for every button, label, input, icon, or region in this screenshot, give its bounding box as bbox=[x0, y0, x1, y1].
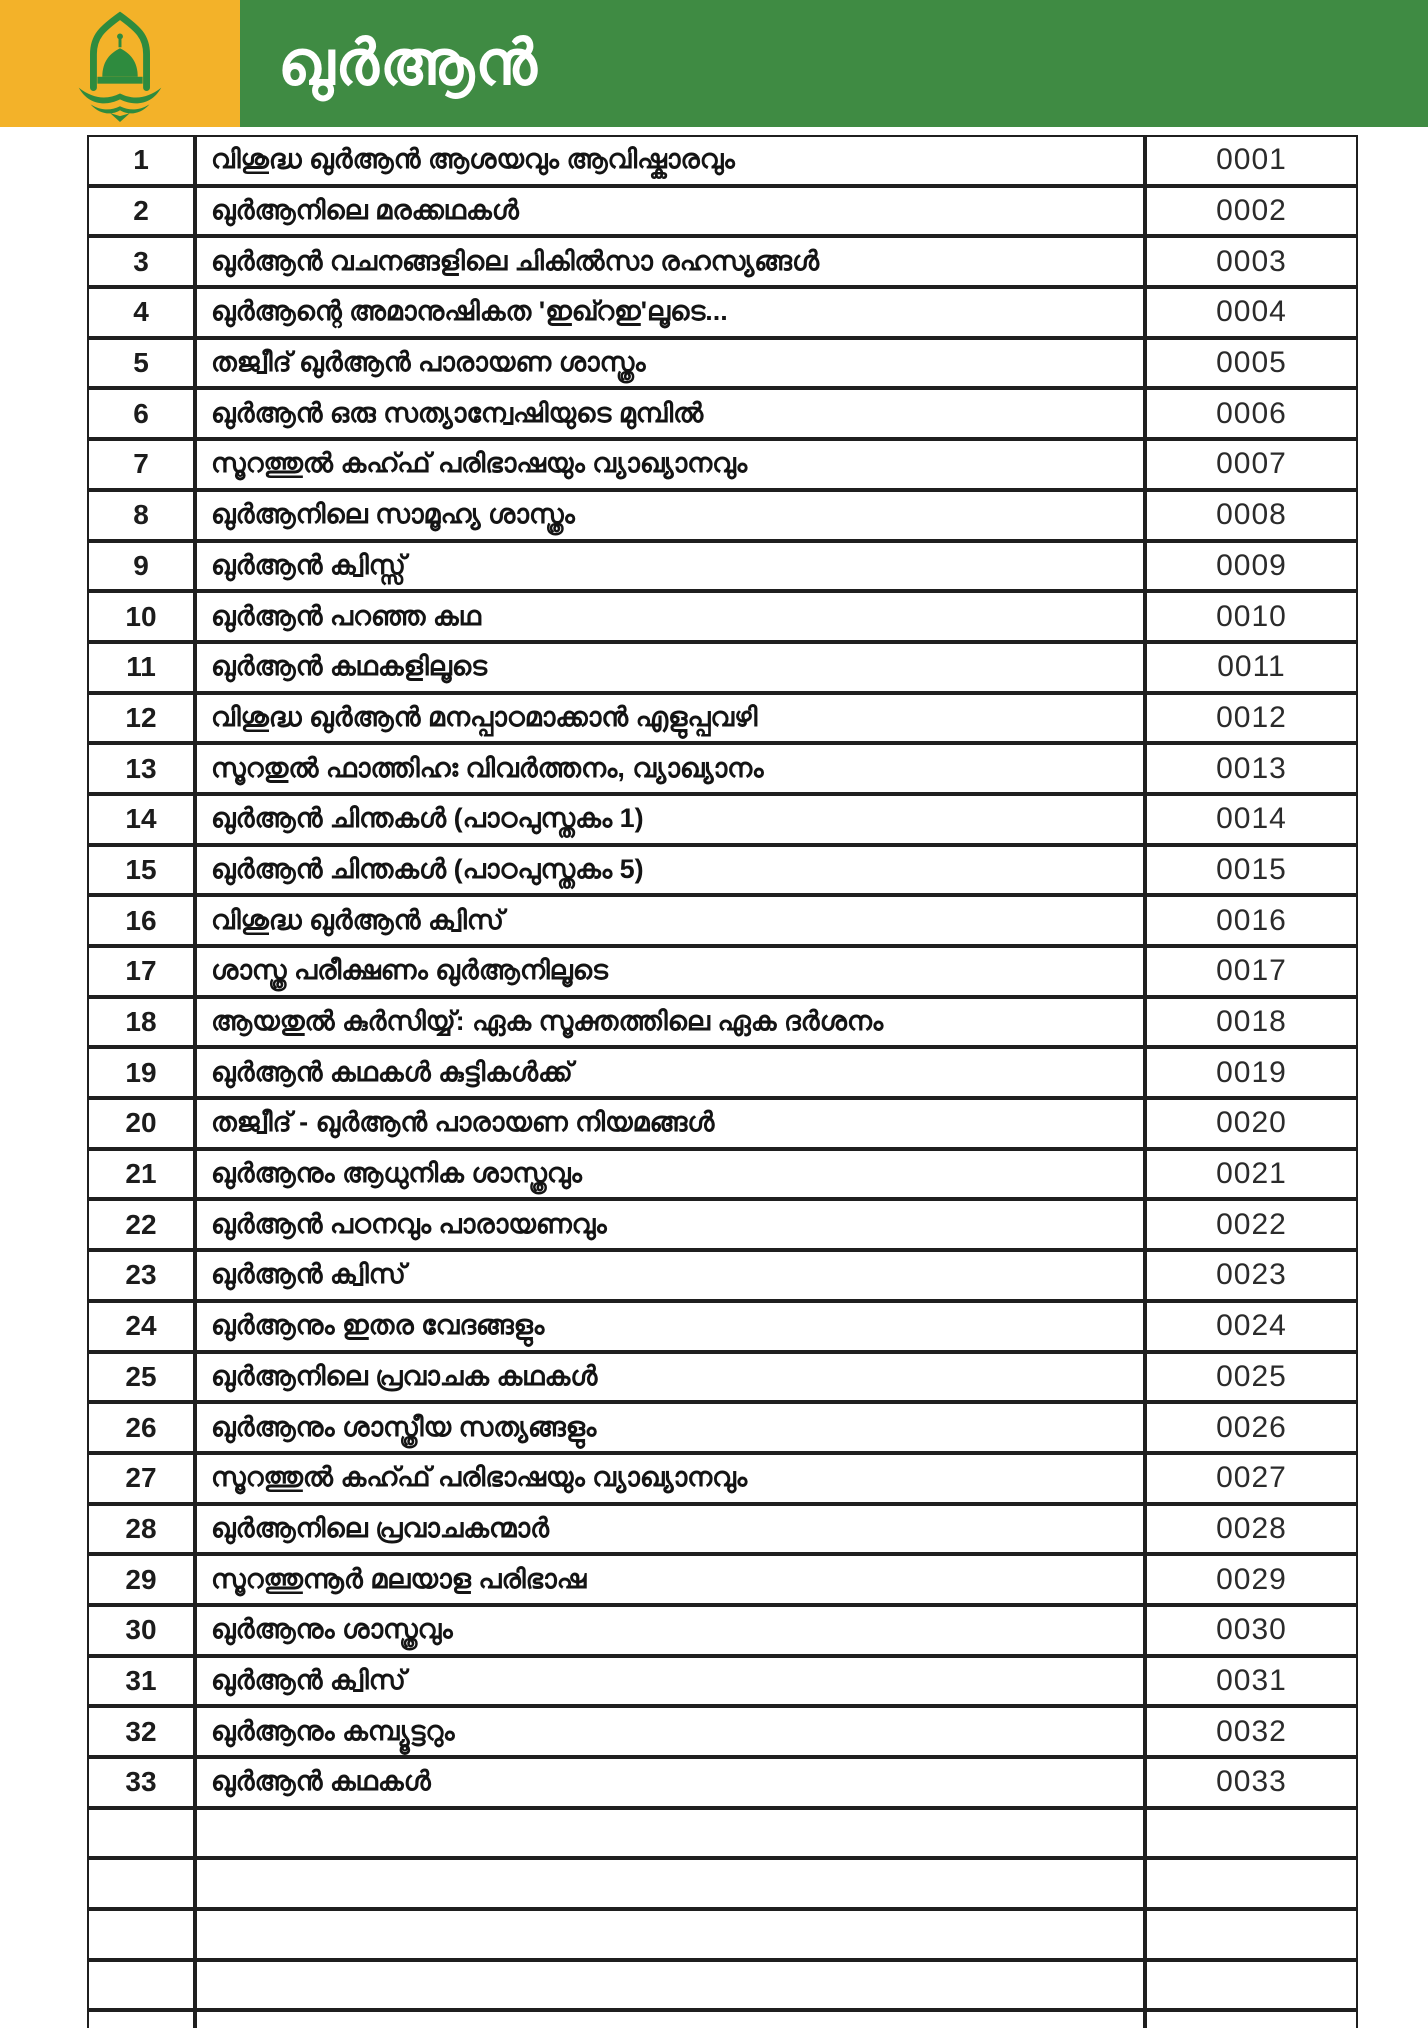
table-row bbox=[87, 186, 1358, 237]
row-code: 0004 bbox=[1145, 287, 1358, 338]
row-code: 0030 bbox=[1145, 1605, 1358, 1656]
row-title: സൂറത്തുൽ കഹ്ഫ് പരിഭാഷയും വ്യാഖ്യാനവും bbox=[195, 439, 1145, 490]
header-banner bbox=[0, 0, 1428, 127]
table-row bbox=[87, 1706, 1358, 1757]
table-row bbox=[87, 388, 1358, 439]
row-number: 6 bbox=[87, 388, 195, 439]
row-title: വിശുദ്ധ ഖുർആൻ ക്വിസ് bbox=[195, 895, 1145, 946]
table-row-empty bbox=[87, 1858, 1358, 1909]
table-row bbox=[87, 1554, 1358, 1605]
row-code: 0023 bbox=[1145, 1250, 1358, 1301]
table-row bbox=[87, 1250, 1358, 1301]
quran-books-index-table bbox=[87, 135, 1358, 2028]
table-row bbox=[87, 1301, 1358, 1352]
table-row bbox=[87, 946, 1358, 997]
row-title: ഖുർആൻ കഥകളിലൂടെ bbox=[195, 642, 1145, 693]
row-code: 0032 bbox=[1145, 1706, 1358, 1757]
row-title bbox=[195, 1909, 1145, 1960]
row-code: 0027 bbox=[1145, 1453, 1358, 1504]
row-number: 14 bbox=[87, 794, 195, 845]
row-code: 0016 bbox=[1145, 895, 1358, 946]
row-number bbox=[87, 1808, 195, 1859]
row-number: 29 bbox=[87, 1554, 195, 1605]
row-code: 0033 bbox=[1145, 1757, 1358, 1808]
row-code: 0009 bbox=[1145, 541, 1358, 592]
row-title: ഖുർആന്റെ അമാനുഷികത 'ഇഖ്റഇ'ലൂടെ... bbox=[195, 287, 1145, 338]
table-row bbox=[87, 1047, 1358, 1098]
row-title: ഖുർആൻ കഥകൾ bbox=[195, 1757, 1145, 1808]
table-row bbox=[87, 1453, 1358, 1504]
row-title: ഖുർആനിലെ സാമൂഹ്യ ശാസ്ത്രം bbox=[195, 490, 1145, 541]
table-row-empty bbox=[87, 1909, 1358, 1960]
row-number: 18 bbox=[87, 997, 195, 1048]
row-code bbox=[1145, 1909, 1358, 1960]
table-row bbox=[87, 1757, 1358, 1808]
row-number: 16 bbox=[87, 895, 195, 946]
row-code bbox=[1145, 1960, 1358, 2011]
row-number: 11 bbox=[87, 642, 195, 693]
row-title: ശാസ്ത്ര പരീക്ഷണം ഖുർആനിലൂടെ bbox=[195, 946, 1145, 997]
row-title bbox=[195, 1808, 1145, 1859]
row-title: സൂറത്തുന്നൂർ മലയാള പരിഭാഷ bbox=[195, 1554, 1145, 1605]
row-code: 0017 bbox=[1145, 946, 1358, 997]
row-number: 21 bbox=[87, 1149, 195, 1200]
row-title: വിശുദ്ധ ഖുർആൻ ആശയവും ആവിഷ്കാരവും bbox=[195, 135, 1145, 186]
row-code: 0019 bbox=[1145, 1047, 1358, 1098]
row-code: 0024 bbox=[1145, 1301, 1358, 1352]
row-number: 8 bbox=[87, 490, 195, 541]
row-number: 32 bbox=[87, 1706, 195, 1757]
row-title bbox=[195, 1858, 1145, 1909]
row-title bbox=[195, 1960, 1145, 2011]
row-title: ഖുർആൻ വചനങ്ങളിലെ ചികിൽസാ രഹസ്യങ്ങൾ bbox=[195, 236, 1145, 287]
table-row bbox=[87, 236, 1358, 287]
row-code: 0029 bbox=[1145, 1554, 1358, 1605]
row-number: 27 bbox=[87, 1453, 195, 1504]
row-code: 0008 bbox=[1145, 490, 1358, 541]
row-title: ഖുർആനിലെ പ്രവാചകന്മാർ bbox=[195, 1504, 1145, 1555]
table-container bbox=[87, 135, 1428, 2028]
row-code: 0020 bbox=[1145, 1098, 1358, 1149]
row-code: 0005 bbox=[1145, 338, 1358, 389]
row-code: 0015 bbox=[1145, 845, 1358, 896]
row-number: 19 bbox=[87, 1047, 195, 1098]
table-row bbox=[87, 1352, 1358, 1403]
table-row bbox=[87, 693, 1358, 744]
row-title: ഖുർആൻ ക്വിസ് bbox=[195, 1250, 1145, 1301]
row-number: 30 bbox=[87, 1605, 195, 1656]
row-title: വിശുദ്ധ ഖുർആൻ മനപ്പാഠമാക്കാൻ എളുപ്പവഴി bbox=[195, 693, 1145, 744]
logo-box bbox=[0, 0, 240, 127]
table-row bbox=[87, 845, 1358, 896]
table-row bbox=[87, 1098, 1358, 1149]
table-row-empty bbox=[87, 1808, 1358, 1859]
row-title: ഖുർആൻ പഠനവും പാരായണവും bbox=[195, 1199, 1145, 1250]
row-code: 0013 bbox=[1145, 743, 1358, 794]
table-row bbox=[87, 490, 1358, 541]
table-row bbox=[87, 541, 1358, 592]
row-title: ഖുർആനും ശാസ്ത്രവും bbox=[195, 1605, 1145, 1656]
row-number: 1 bbox=[87, 135, 195, 186]
row-number: 2 bbox=[87, 186, 195, 237]
row-title: ഖുർആൻ ക്വിസ് bbox=[195, 1656, 1145, 1707]
row-number: 24 bbox=[87, 1301, 195, 1352]
table-row bbox=[87, 1656, 1358, 1707]
row-title: ഖുർആനിലെ പ്രവാചക കഥകൾ bbox=[195, 1352, 1145, 1403]
row-code: 0002 bbox=[1145, 186, 1358, 237]
row-number: 31 bbox=[87, 1656, 195, 1707]
row-title: സൂറത്തുൽ കഹ്ഫ് പരിഭാഷയും വ്യാഖ്യാനവും bbox=[195, 1453, 1145, 1504]
row-title: ഖുർആനും കമ്പ്യൂട്ടറും bbox=[195, 1706, 1145, 1757]
table-row bbox=[87, 895, 1358, 946]
row-title: ഖുർആനും ആധുനിക ശാസ്ത്രവും bbox=[195, 1149, 1145, 1200]
row-number bbox=[87, 1960, 195, 2011]
table-row-empty bbox=[87, 2010, 1358, 2028]
row-title: ഖുർആൻ കഥകൾ കുട്ടികൾക്ക് bbox=[195, 1047, 1145, 1098]
row-code: 0018 bbox=[1145, 997, 1358, 1048]
table-row bbox=[87, 1199, 1358, 1250]
row-number: 17 bbox=[87, 946, 195, 997]
row-number bbox=[87, 1909, 195, 1960]
row-number: 12 bbox=[87, 693, 195, 744]
row-code: 0031 bbox=[1145, 1656, 1358, 1707]
row-code: 0026 bbox=[1145, 1402, 1358, 1453]
row-code: 0028 bbox=[1145, 1504, 1358, 1555]
row-number: 26 bbox=[87, 1402, 195, 1453]
row-title: സൂറതുൽ ഫാത്തിഹഃ വിവർത്തനം, വ്യാഖ്യാനം bbox=[195, 743, 1145, 794]
row-code: 0010 bbox=[1145, 591, 1358, 642]
row-code: 0014 bbox=[1145, 794, 1358, 845]
table-row bbox=[87, 338, 1358, 389]
row-number: 4 bbox=[87, 287, 195, 338]
row-title: ഖുർആൻ ക്വിസ്സ് bbox=[195, 541, 1145, 592]
row-number: 3 bbox=[87, 236, 195, 287]
table-row bbox=[87, 1504, 1358, 1555]
row-number: 33 bbox=[87, 1757, 195, 1808]
row-title: ഖുർആൻ ചിന്തകൾ (പാഠപുസ്തകം 5) bbox=[195, 845, 1145, 896]
row-number: 20 bbox=[87, 1098, 195, 1149]
banner bbox=[240, 0, 1428, 127]
row-number bbox=[87, 1858, 195, 1909]
row-title: ഖുർആനിലെ മരക്കഥകൾ bbox=[195, 186, 1145, 237]
page-title: ഖുർആൻ bbox=[278, 28, 538, 98]
row-number: 25 bbox=[87, 1352, 195, 1403]
row-number: 22 bbox=[87, 1199, 195, 1250]
row-code: 0007 bbox=[1145, 439, 1358, 490]
row-number: 13 bbox=[87, 743, 195, 794]
table-row bbox=[87, 642, 1358, 693]
row-code: 0025 bbox=[1145, 1352, 1358, 1403]
row-code bbox=[1145, 2010, 1358, 2028]
row-number: 10 bbox=[87, 591, 195, 642]
row-code bbox=[1145, 1858, 1358, 1909]
row-title: ആയതുൽ കുർസിയ്യ്: ഏക സൂക്തത്തിലെ ഏക ദർശനം bbox=[195, 997, 1145, 1048]
table-row bbox=[87, 743, 1358, 794]
row-number: 7 bbox=[87, 439, 195, 490]
row-number bbox=[87, 2010, 195, 2028]
row-code: 0022 bbox=[1145, 1199, 1358, 1250]
table-row bbox=[87, 1149, 1358, 1200]
row-code: 0006 bbox=[1145, 388, 1358, 439]
table-row-empty bbox=[87, 1960, 1358, 2011]
row-number: 5 bbox=[87, 338, 195, 389]
row-code: 0011 bbox=[1145, 642, 1358, 693]
table-row bbox=[87, 439, 1358, 490]
row-title: ഖുർആനും ഇതര വേദങ്ങളും bbox=[195, 1301, 1145, 1352]
row-number: 9 bbox=[87, 541, 195, 592]
row-number: 28 bbox=[87, 1504, 195, 1555]
row-code: 0001 bbox=[1145, 135, 1358, 186]
row-code: 0021 bbox=[1145, 1149, 1358, 1200]
row-title: ഖുർആൻ ഒരു സത്യാന്വേഷിയുടെ മുമ്പിൽ bbox=[195, 388, 1145, 439]
row-title: തജ്വീദ് ഖുർആൻ പാരായണ ശാസ്ത്രം bbox=[195, 338, 1145, 389]
row-title bbox=[195, 2010, 1145, 2028]
table-row bbox=[87, 1605, 1358, 1656]
table-row bbox=[87, 135, 1358, 186]
row-code: 0012 bbox=[1145, 693, 1358, 744]
table-row bbox=[87, 591, 1358, 642]
row-number: 23 bbox=[87, 1250, 195, 1301]
row-title: ഖുർആനും ശാസ്ത്രീയ സത്യങ്ങളും bbox=[195, 1402, 1145, 1453]
table-row bbox=[87, 1402, 1358, 1453]
row-code bbox=[1145, 1808, 1358, 1859]
table-row bbox=[87, 794, 1358, 845]
table-row bbox=[87, 997, 1358, 1048]
mosque-arch-book-logo-icon bbox=[61, 5, 179, 123]
table-row bbox=[87, 287, 1358, 338]
row-code: 0003 bbox=[1145, 236, 1358, 287]
row-title: തജ്വീദ് - ഖുർആൻ പാരായണ നിയമങ്ങൾ bbox=[195, 1098, 1145, 1149]
row-title: ഖുർആൻ പറഞ്ഞ കഥ bbox=[195, 591, 1145, 642]
row-title: ഖുർആൻ ചിന്തകൾ (പാഠപുസ്തകം 1) bbox=[195, 794, 1145, 845]
row-number: 15 bbox=[87, 845, 195, 896]
